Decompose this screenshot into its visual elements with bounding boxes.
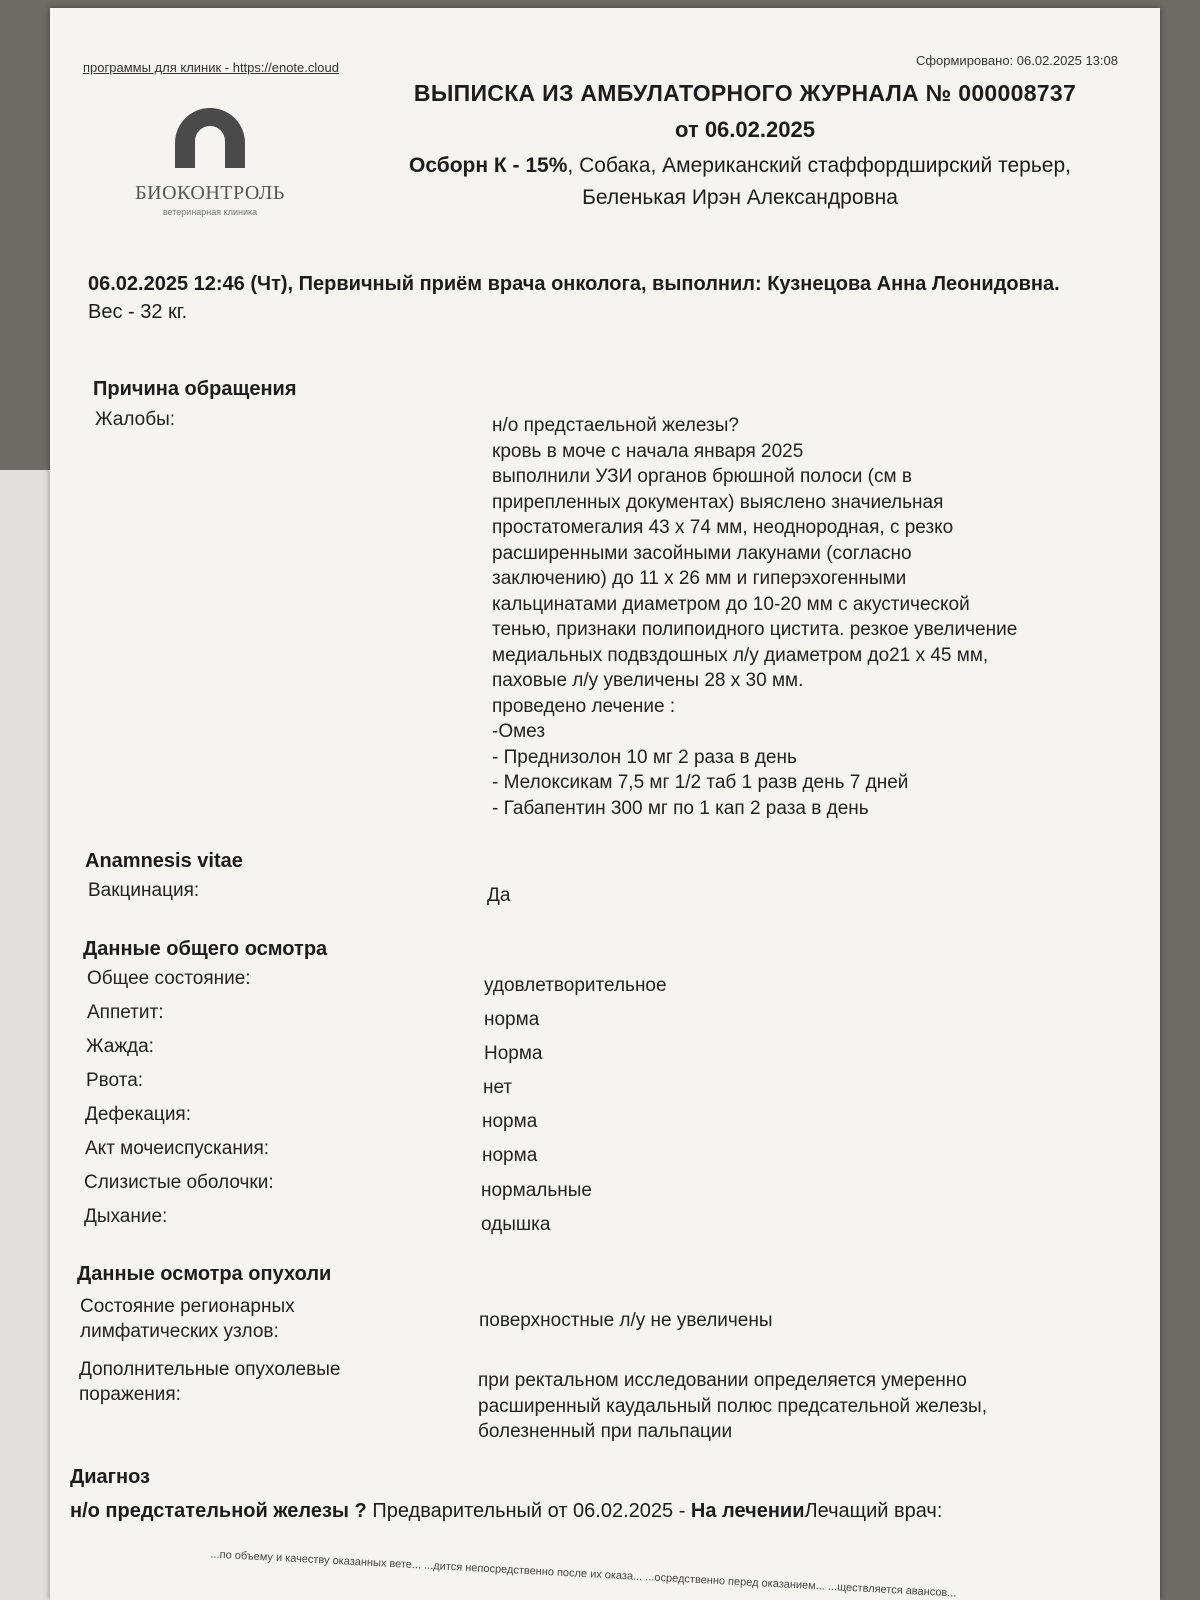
diagnosis-name: н/о предстательной железы ? (70, 1500, 367, 1522)
diagnosis-status: На лечении (690, 1500, 805, 1522)
owner-name: Беленькая Ирэн Александровна (582, 186, 898, 209)
extra-value-line: расширенный каудальный полюс предсательной железы, (478, 1395, 987, 1417)
complaint-line: тенью, признаки полипоидного цистита. резкое увеличение (492, 619, 1018, 640)
diagnosis-section-title: Диагноз (70, 1466, 150, 1488)
generated-timestamp: Сформировано: 06.02.2025 13:08 (915, 53, 1118, 68)
exam-value: нет (483, 1077, 513, 1098)
vaccination-label: Вакцинация: (88, 880, 200, 901)
anamnesis-section-title: Anamnesis vitae (85, 850, 243, 872)
document-sheet (50, 8, 1160, 1600)
exam-label: Дефекация: (85, 1104, 191, 1125)
exam-section-title: Данные общего осмотра (83, 938, 328, 960)
extra-value-line: при ректальном исследовании определяется умеренно (478, 1370, 967, 1391)
document-title-block (50, 80, 1160, 143)
tumor-section-title: Данные осмотра опухоли (77, 1263, 332, 1285)
exam-label: Аппетит: (87, 1002, 164, 1023)
complaint-line: - Мелоксикам 7,5 мг 1/2 таб 1 разв день 7 дней (492, 772, 909, 793)
exam-value: Норма (484, 1043, 543, 1064)
complaint-line: проведено лечение : (492, 695, 676, 717)
lymph-label-line: лимфатических узлов: (80, 1321, 279, 1342)
complaint-line: расширенными засойными лакунами (согласно (492, 542, 912, 564)
visit-heading: 06.02.2025 12:46 (Чт), Первичный приём врача онколога, выполнил: Кузнецова Анна Леонидовна. (88, 273, 1060, 295)
exam-value: норма (482, 1111, 538, 1132)
extra-lesions-value (478, 1368, 1098, 1445)
document-title: ВЫПИСКА ИЗ АМБУЛАТОРНОГО ЖУРНАЛА № 000008737 (413, 80, 1077, 106)
extra-label-line: Дополнительные опухолевые (79, 1359, 341, 1380)
attending-doctor-label: Лечащий врач: (804, 1500, 943, 1522)
lymph-label-line: Состояние регионарных (80, 1296, 295, 1317)
diagnosis-line (70, 1500, 942, 1523)
exam-label: Рвота: (86, 1070, 144, 1091)
complaint-line: простатомегалия 43 х 74 мм, неоднородная, с резко (492, 517, 954, 538)
exam-label: Дыхание: (84, 1206, 168, 1227)
site-link[interactable]: программы для клиник - https://enote.cloud (83, 60, 339, 75)
complaint-line: медиальных подвздошных л/у диаметром до21 х 45 мм, (492, 644, 989, 666)
complaint-line: паховые л/у увеличены 28 х 30 мм. (492, 670, 804, 691)
complaint-line: - Габапентин 300 мг по 1 кап 2 раза в день (492, 797, 869, 819)
footer-terms: ...по объему и качеству оказанных вете... ...дится непосредственно после их оказа... ...осредственно перед оказанием... ...ществляется авансов... (210, 1548, 957, 1600)
document-date: от 06.02.2025 (675, 117, 815, 142)
complaint-line: - Преднизолон 10 мг 2 раза в день (492, 746, 797, 768)
complaint-line: -Омез (492, 721, 546, 742)
complaint-line: кровь в моче с начала января 2025 (492, 440, 804, 462)
complaint-line: заключению) до 11 х 26 мм и гиперэхогенными (492, 568, 907, 589)
visit-info (88, 270, 1088, 326)
patient-name: Осборн К - 15% (409, 154, 568, 177)
exam-value: норма (484, 1009, 540, 1030)
lymph-value: поверхностные л/у не увеличены (479, 1310, 773, 1331)
exam-label: Общее состояние: (87, 968, 251, 989)
lymph-label (80, 1294, 295, 1344)
extra-lesions-label (79, 1357, 340, 1407)
exam-value: нормальные (481, 1180, 592, 1201)
logo-name: БИОКОНТРОЛЬ (135, 182, 285, 204)
complaint-line: кальцинатами диаметром до 10-20 мм с акустической (492, 593, 970, 615)
exam-label: Акт мочеиспускания: (85, 1138, 270, 1159)
complaint-line: н/о предстаельной железы? (492, 415, 739, 436)
patient-details: , Собака, Американский стаффордширский терьер, (567, 154, 1071, 177)
exam-value: удовлетворительное (484, 975, 667, 996)
complaint-section-title: Причина обращения (93, 378, 297, 400)
exam-label: Слизистые оболочки: (84, 1172, 274, 1193)
vaccination-value: Да (487, 885, 511, 906)
exam-label: Жажда: (86, 1036, 154, 1057)
exam-value: одышка (481, 1214, 551, 1235)
extra-value-line: болезненный при пальпации (478, 1421, 733, 1442)
diagnosis-type: Предварительный от 06.02.2025 - (366, 1500, 691, 1522)
complaint-line: прирепленных документах) выяслено значиельная (492, 491, 944, 513)
exam-value: норма (482, 1145, 538, 1166)
patient-info (360, 150, 1120, 214)
complaint-label: Жалобы: (95, 409, 176, 430)
complaint-text (492, 413, 1132, 821)
complaint-line: выполнили УЗИ органов брюшной полоси (см в (492, 466, 912, 487)
logo-subtitle: ветеринарная клиника (162, 207, 258, 217)
extra-label-line: поражения: (79, 1384, 181, 1405)
weight: Вес - 32 кг. (88, 301, 188, 323)
